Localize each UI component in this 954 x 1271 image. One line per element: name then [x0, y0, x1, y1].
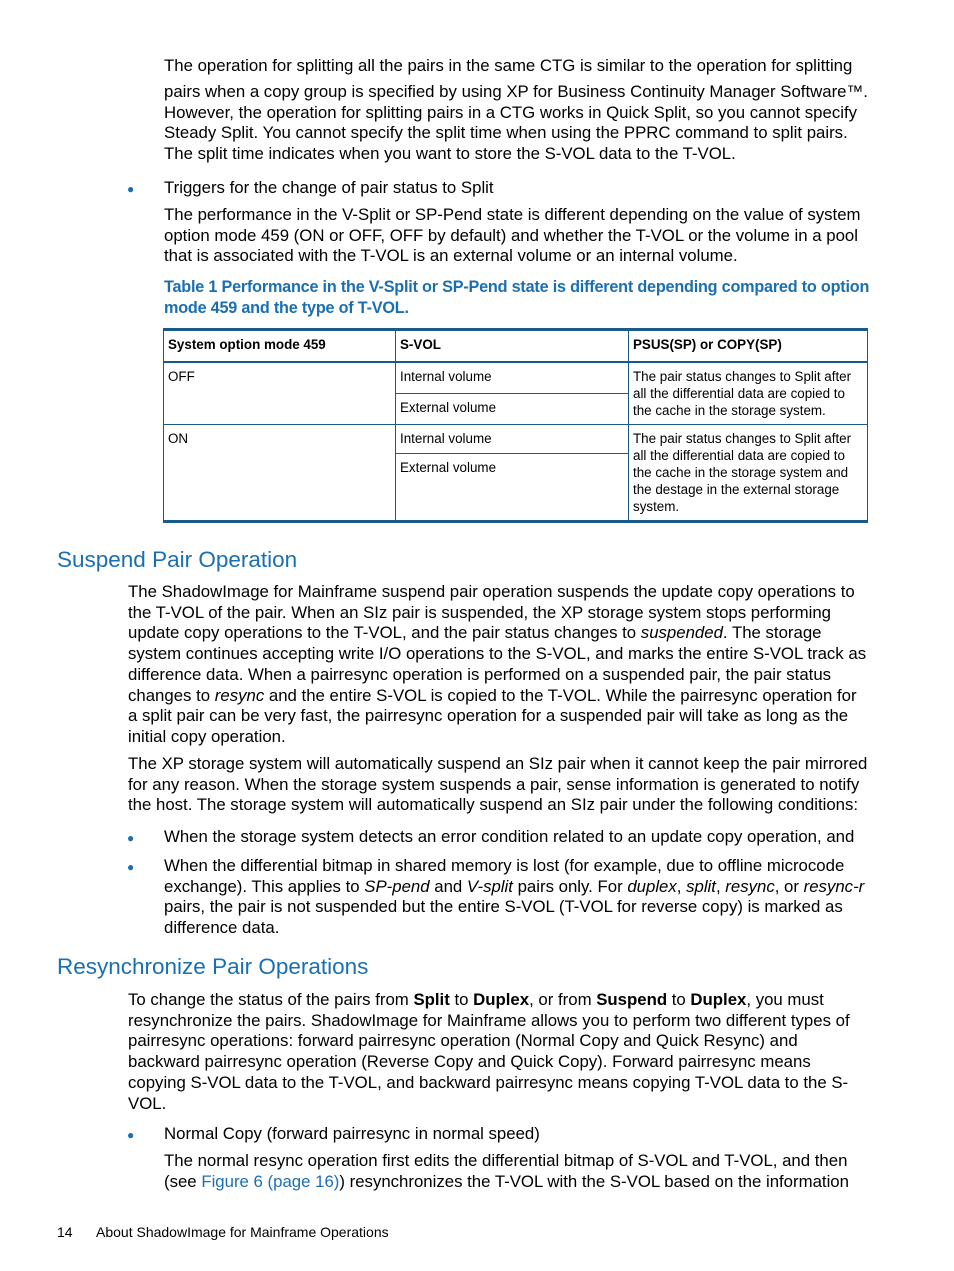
cell-mode: ON [164, 425, 396, 522]
bullet-icon: ● [127, 182, 135, 196]
table-caption: Table 1 Performance in the V-Split or SP-Pend state is different depending compared to option mode 459 and the type of T-VOL. [164, 278, 870, 317]
resync-bullet1: Normal Copy (forward pairresync in normal speed) [164, 1124, 540, 1143]
suspend-bullet1: When the storage system detects an error condition related to an update copy operation, and [164, 827, 855, 846]
suspend-bullet2: When the differential bitmap in shared memory is lost (for example, due to offline microcode exchange). This applies to SP-pend and V-split pairs only. For duplex, split, resync, or resync-r pairs, the pair is not suspended but the entire S-VOL (T-VOL for reverse copy) is marked as difference data. [164, 856, 865, 938]
intro-para1: pairs when a copy group is specified by using XP for Business Continuity Manager Software™. However, the operation for splitting pairs in a CTG works in Quick Split, so you cannot specify Steady Split. You cannot specify the split time when using the PPRC command to split pairs. The split time indicates when you want to store the S-VOL data to the T-VOL. [164, 82, 868, 164]
header-status: PSUS(SP) or COPY(SP) [629, 330, 868, 363]
suspend-heading: Suspend Pair Operation [57, 547, 298, 572]
performance-table [163, 328, 868, 523]
cell-svol: External volume [396, 394, 629, 425]
resync-para1: To change the status of the pairs from Split to Duplex, or from Suspend to Duplex, you must resynchronize the pairs. ShadowImage for Mainframe allows you to perform two different types of pairresync operations: forward pairresync operation (Normal Copy and Quick Resync) and backward pairresync operation (Reverse Copy and Quick Copy). Forward pairresync means copying S-VOL data to the T-VOL, and backward pairresync means copying T-VOL data to the S-VOL. [128, 990, 850, 1113]
bullet-icon: ● [127, 1128, 135, 1142]
cell-result: The pair status changes to Split after all the differential data are copied to the cache in the storage system. [629, 362, 868, 425]
cell-svol: Internal volume [396, 362, 629, 394]
intro-para1-line1: The operation for splitting all the pairs in the same CTG is similar to the operation for splitting [164, 56, 853, 75]
table-header-row [164, 330, 868, 363]
bullet-icon: ● [127, 860, 135, 874]
resync-heading: Resynchronize Pair Operations [57, 954, 369, 979]
page-number: 14 [57, 1224, 73, 1240]
suspend-para2: The XP storage system will automatically suspend an SIz pair when it cannot keep the pair mirrored for any reason. When the storage system suspends a pair, sense information is generated to notify the host. The storage system will automatically suspend an SIz pair under the following conditions: [128, 754, 868, 815]
cell-result: The pair status changes to Split after all the differential data are copied to the cache in the storage system and the destage in the external storage system. [629, 425, 868, 522]
cell-svol: Internal volume [396, 425, 629, 454]
table-row [164, 425, 868, 454]
bullet-icon: ● [127, 831, 135, 845]
table-row [164, 362, 868, 394]
intro-para2: The performance in the V-Split or SP-Pend state is different depending on the value of system option mode 459 (ON or OFF, OFF by default) and whether the T-VOL or the volume in a pool that is associated with the T-VOL is an external volume or an internal volume. [164, 205, 861, 266]
cell-mode: OFF [164, 362, 396, 425]
figure-link[interactable]: Figure 6 (page 16) [201, 1171, 340, 1191]
suspend-para1: The ShadowImage for Mainframe suspend pair operation suspends the update copy operations to the T-VOL of the pair. When an SIz pair is suspended, the XP storage system stops performing update copy operations to the T-VOL, and the pair status changes to suspended. The storage system continues accepting write I/O operations to the S-VOL, and marks the entire S-VOL track as difference data. When a pairresync operation is performed on a suspended pair, the pair status changes to resync and the entire S-VOL is copied to the T-VOL. While the pairresync operation for a split pair can be very fast, the pairresync operation for a suspended pair will take as long as the initial copy operation. [128, 582, 867, 746]
cell-svol: External volume [396, 454, 629, 522]
footer-title: About ShadowImage for Mainframe Operations [96, 1224, 389, 1240]
intro-bullet1: Triggers for the change of pair status to Split [164, 178, 494, 197]
resync-para2: The normal resync operation first edits the differential bitmap of S-VOL and T-VOL, and then (see Figure 6 (page 16)) resynchronizes the T-VOL with the S-VOL based on the information [164, 1151, 849, 1191]
header-svol: S-VOL [396, 330, 629, 363]
header-mode: System option mode 459 [164, 330, 396, 363]
